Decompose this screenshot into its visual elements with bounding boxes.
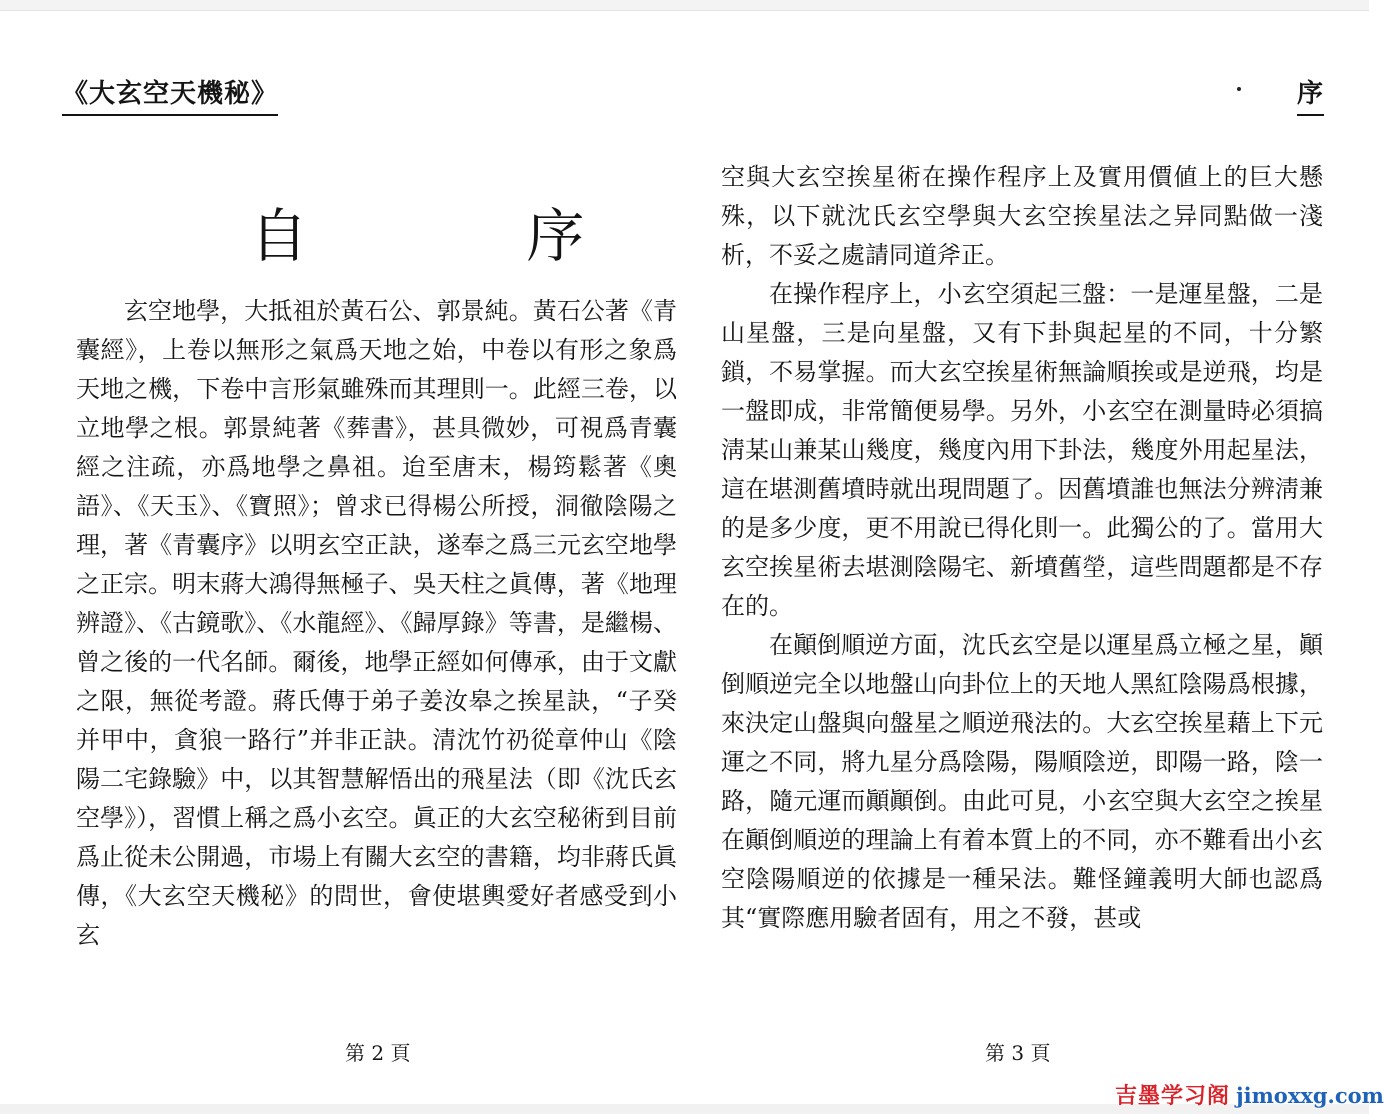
left-paragraph-1: 玄空地學，大抵祖於黃石公、郭景純。黃石公著《青囊經》，上卷以無形之氣爲天地之始，中卷以有形之象爲天地之機，下卷中言形氣雖殊而其理則一。此經三卷，以立地學之根。郭景純著《葬書》，甚具微妙，可視爲青囊經之注疏，亦爲地學之鼻祖。迨至唐末，楊筠鬆著《奧語》、《天玉》、《寶照》；曾求已得楊公所授，洞徹陰陽之理，著《青囊序》以明玄空正訣，遂奉之爲三元玄空地學之正宗。明末蔣大鴻得無極子、吳天柱之眞傳，著《地理辨證》、《古鏡歌》、《水龍經》、《歸厚錄》等書，是繼楊、曾之後的一代名師。爾後，地學正經如何傳承，由于文獻之限，無從考證。蔣氏傳于弟子姜汝皋之挨星訣，“子癸并甲中，貪狼一路行”并非正訣。清沈竹礽從章仲山《陰陽二宅錄驗》中，以其智慧解悟出的飛星法（即《沈氏玄空學》），習慣上稱之爲小玄空。眞正的大玄空秘術到目前爲止從未公開過，市場上有關大玄空的書籍，均非蔣氏眞傳，《大玄空天機秘》的問世，會使堪輿愛好者感受到小玄 [76,297,677,949]
left-page [0,10,690,1104]
right-paragraph-2: 在操作程序上，小玄空須起三盤：一是運星盤，二是山星盤，三是向星盤，又有下卦與起星的不同，十分繁鎖，不易掌握。而大玄空挨星術無論順挨或是逆飛，均是一盤即成，非常簡便易學。另外，小玄空在測量時必須搞淸某山兼某山幾度，幾度內用下卦法，幾度外用起星法，這在堪測舊墳時就出現問題了。因舊墳誰也無法分辨淸兼的是多少度，更不用說已得化則一。此獨公的了。當用大玄空挨星術去堪測陰陽宅、新墳舊塋，這些問題都是不存在的。 [721,280,1323,620]
right-paragraph-1: 空與大玄空挨星術在操作程序上及實用價値上的巨大懸殊，以下就沈氏玄空學與大玄空挨星法之异同點做一淺析，不妥之處請同道斧正。 [721,163,1323,269]
scan-speck [1237,87,1241,91]
chapter-title: 自 序 [250,201,685,270]
left-running-head: 《大玄空天機秘》 [62,76,278,116]
watermark-text-en: jimoxxg.com [1236,1083,1384,1108]
right-running-head: 序 [1297,76,1324,116]
site-watermark [1115,1082,1384,1111]
left-page-body [76,292,677,955]
watermark-text-cn: 吉墨学习阁 [1115,1084,1231,1109]
left-page-number: 第 2 頁 [345,1041,411,1065]
right-page [690,10,1369,1104]
right-paragraph-3: 在顚倒順逆方面，沈氏玄空是以運星爲立極之星，顚倒順逆完全以地盤山向卦位上的天地人黑紅陰陽爲根據，來決定山盤與向盤星之順逆飛法的。大玄空挨星藉上下元運之不同，將九星分爲陰陽，陽順陰逆，即陽一路，陰一路，隨元運而顚顚倒。由此可見，小玄空與大玄空之挨星在顚倒順逆的理論上有着本質上的不同，亦不難看出小玄空陰陽順逆的依據是一種呆法。難怪鐘義明大師也認爲其“實際應用驗者固有，用之不發，甚或 [721,631,1323,932]
right-page-body [721,158,1323,938]
right-page-number: 第 3 頁 [985,1041,1051,1065]
